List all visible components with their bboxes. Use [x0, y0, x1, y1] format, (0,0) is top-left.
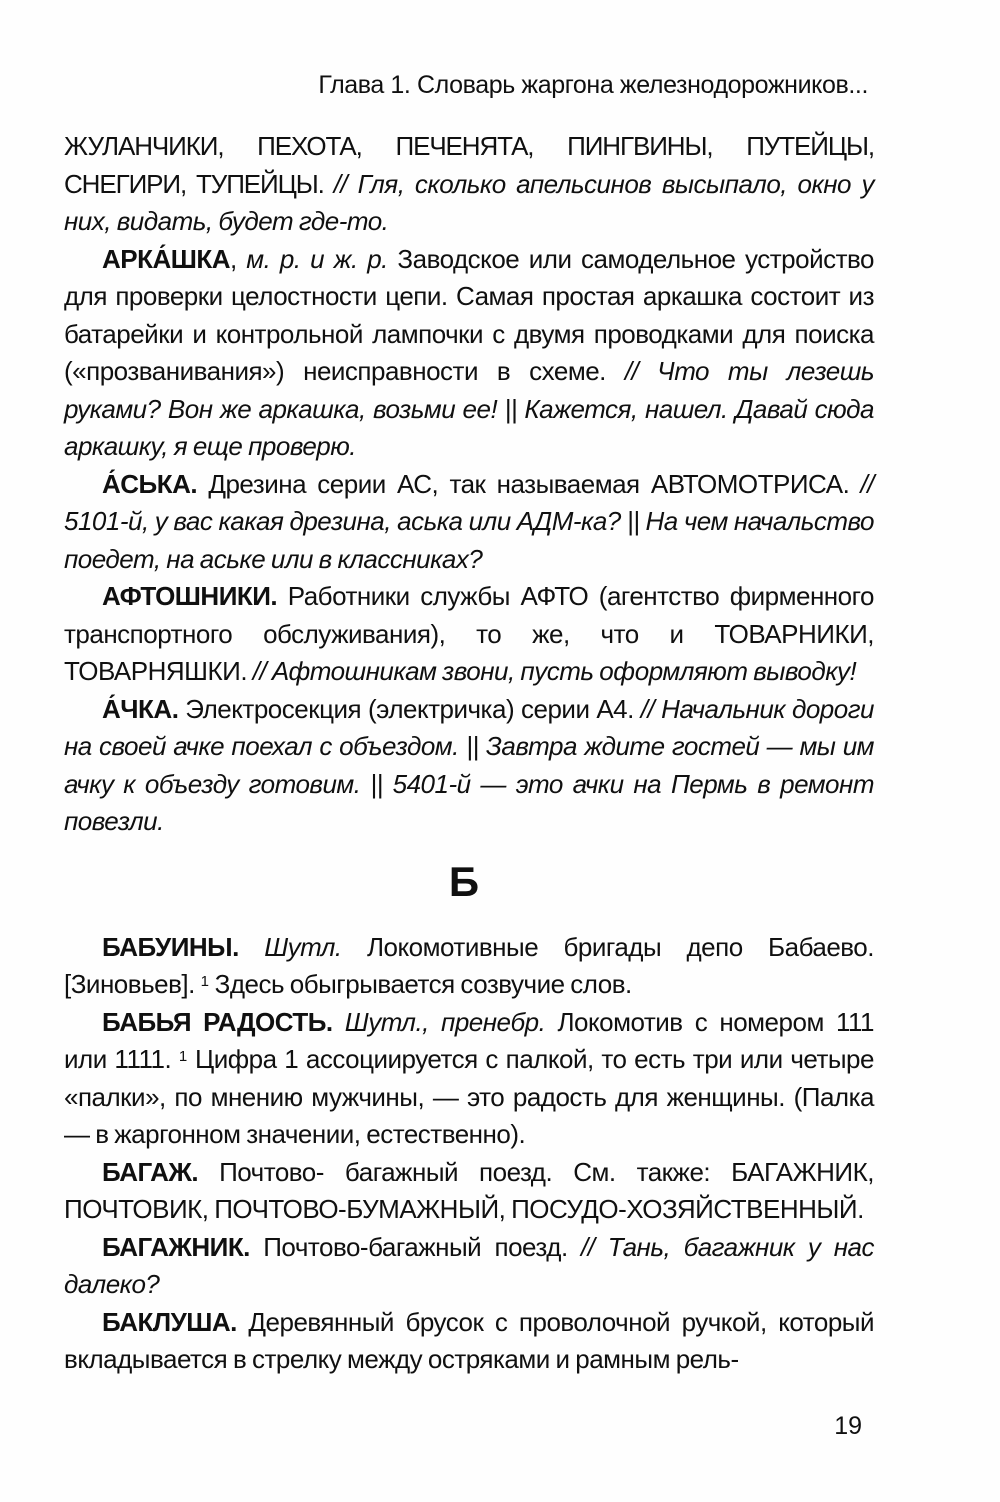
cross-reference-terms: ЖУЛАНЧИКИ, ПЕХОТА, ПЕЧЕНЯТА, ПИНГВИНЫ, ПУТЕЙЦЫ, СНЕГИРИ, ТУПЕЙЦЫ.: [64, 131, 874, 199]
usage-example: // Тань, багажник у нас далеко?: [64, 1231, 874, 1299]
usage-example: // 5101-й, у вас какая дрезина, аська или АДМ-ка? || На чем начальство поедет, на аське или в классниках?: [64, 468, 874, 574]
section-letter: Б: [448, 857, 480, 905]
usage-example: // Афтошникам звони, пусть оформляют выводку!: [252, 656, 857, 686]
footnote-marker: 1: [200, 973, 209, 990]
entry-baklusha: [64, 1304, 874, 1379]
entry-bagazh: [64, 1154, 874, 1229]
entry-babuiny: [64, 929, 874, 1004]
page-number: 19: [834, 1411, 862, 1440]
definition-text: Локомотив с номером 111 или 1111.: [64, 1006, 874, 1074]
headword: БАГАЖ.: [102, 1156, 199, 1187]
entry-bagazhnik: [64, 1229, 874, 1304]
headword: АФТОШНИКИ.: [102, 581, 278, 611]
entry-aftoshniki: [64, 578, 874, 691]
separator: ,: [230, 243, 247, 274]
definition-text: Работники службы АФТО (агентство фирменного транспортного обслуживания), то же, что и ТОВАРНИКИ, ТОВАРНЯШКИ.: [64, 581, 874, 686]
definition-text: Локомотивные бригады депо Бабаево.[Зиновьев].: [64, 931, 874, 999]
headword: АРКА́ШКА: [102, 243, 231, 274]
entry-babya-radost: [64, 1004, 874, 1154]
entry-cross-reference-list: [64, 128, 874, 241]
definition-text: Дрезина серии АС, так называемая АВТОМОТРИСА.: [197, 468, 861, 499]
footnote-marker: 1: [178, 1048, 188, 1065]
definition-text: Заводское или самодельное устройство для проверки целостности цепи. Самая простая аркашка состоит из батарейки и контрольной лампочки с двумя проводками для поиска («прозванивания») неисправности в схеме.: [64, 243, 874, 386]
headword: БАКЛУША.: [102, 1306, 237, 1337]
style-label: Шутл.: [238, 931, 342, 962]
running-head: Глава 1. Словарь жаргона железнодорожников...: [318, 71, 868, 99]
definition-text: Электросекция (электричка) серии А4.: [178, 693, 641, 724]
headword: А́СЬКА.: [102, 468, 198, 499]
definition-text: Почтово- багажный поезд. См. также: БАГАЖНИК, ПОЧТОВИК, ПОЧТОВО-БУМАЖНЫЙ, ПОСУДО-ХОЗЯЙСТВЕННЫЙ.: [64, 1156, 874, 1224]
entry-aska: [64, 466, 874, 579]
headword: А́ЧКА.: [102, 693, 179, 724]
usage-example: // Что ты лезешь руками? Вон же аркашка, возьми ее! || Кажется, нашел. Давай сюда аркашку, я еще проверю.: [64, 356, 874, 461]
entry-achka: [64, 691, 874, 841]
usage-example: // Гля, сколько апельсинов высыпало, окно у них, видать, будет где-то.: [64, 168, 875, 236]
headword: БАБЬЯ РАДОСТЬ.: [102, 1006, 333, 1037]
headword: БАБУИНЫ.: [102, 931, 239, 962]
usage-example: // Начальник дороги на своей ачке поехал с объездом. || Завтра ждите гостей — мы им ачку к объезду готовим. || 5401-й — это ачки на Пермь в ремонт повезли.: [64, 693, 874, 836]
definition-text: Деревянный брусок с проволочной ручкой, который вкладывается в стрелку между остряками и рамным рель-: [64, 1306, 874, 1374]
definition-text: Почтово-багажный поезд.: [249, 1231, 581, 1262]
footnote-text: Здесь обыгрывается созвучие слов.: [208, 969, 632, 999]
entry-arkashka: [64, 241, 874, 466]
headword: БАГАЖНИК.: [102, 1231, 250, 1262]
style-label: Шутл., пренебр.: [332, 1006, 546, 1037]
grammar-label: м. р. и ж. р.: [246, 243, 388, 274]
footnote-text: Цифра 1 ассоциируется с палкой, то есть три или четыре «палки», по мнению мужчины, — это радость для женщины. (Палка — в жаргонном значении, естественно).: [64, 1044, 874, 1149]
